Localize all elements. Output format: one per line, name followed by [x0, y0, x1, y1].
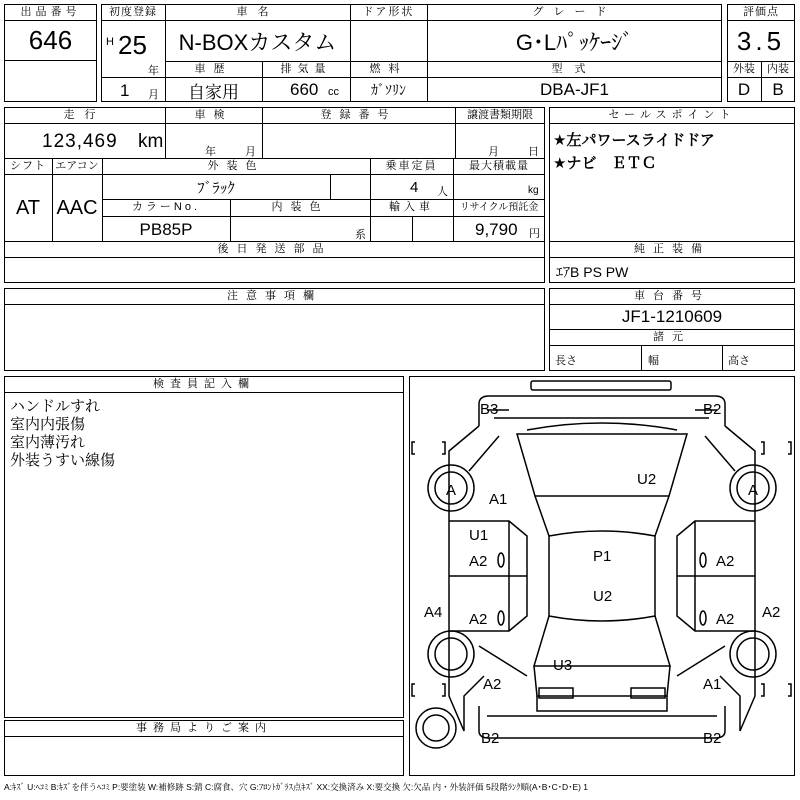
mark-a2-right-side: A2: [762, 604, 781, 621]
car-diagram: [409, 376, 795, 776]
shift-label: シフト: [10, 160, 46, 172]
door-value: [350, 21, 427, 61]
max-load-unit: kg: [528, 185, 539, 196]
office-label: 事務局よりご案内: [136, 722, 272, 734]
inspection-label: 車検: [194, 109, 233, 121]
transfer-day-unit: 日: [528, 146, 539, 158]
recycle-label: リサイクル預託金: [459, 202, 539, 213]
year-unit: 年: [148, 65, 159, 77]
interior-label: 内装: [767, 63, 789, 75]
mark-b2-front: B2: [703, 401, 722, 418]
front-body-outline: [479, 396, 725, 426]
mark-a2-left-rear: A2: [469, 611, 488, 628]
era-letter: H: [106, 36, 114, 48]
chassis-label: 車台番号: [634, 290, 710, 302]
month-unit: 月: [148, 89, 159, 101]
reg-no-value: [262, 124, 455, 158]
ext-color-value: ﾌﾞﾗｯｸ: [197, 179, 235, 197]
int-color-label: 内装色: [271, 201, 329, 213]
shift-value: AT: [15, 197, 41, 219]
inspector-note-2: 室内内張傷: [10, 416, 86, 433]
ac-label: エアコン: [55, 160, 99, 172]
later-parts-label: 後日発送部品: [217, 243, 332, 255]
displacement-unit: cc: [328, 86, 339, 98]
mark-a1-front: A1: [489, 491, 508, 508]
inspection-month-unit: 月: [245, 146, 256, 158]
inspector-note-1: ハンドルすれ: [10, 398, 101, 415]
genuine-value: ｴｱB PS PW: [556, 264, 629, 280]
dims-label: 諸元: [653, 331, 691, 343]
exterior-grade: D: [737, 80, 751, 99]
windshield-outline: [517, 434, 687, 496]
car-name: N-BOXカスタム: [178, 29, 337, 55]
grade-value: G･Lﾊﾟｯｹｰｼﾞ: [515, 29, 634, 55]
reg-month: 1: [120, 81, 130, 100]
transfer-month-unit: 月: [488, 146, 499, 158]
mark-a-left-wheel: A: [446, 482, 457, 499]
mark-a2-left-front: A2: [469, 553, 488, 570]
lot-number: 646: [28, 25, 73, 55]
mark-a4: A4: [424, 604, 443, 621]
import-label: 輸入車: [389, 201, 434, 213]
max-load-label: 最大積載量: [469, 160, 529, 172]
ac-value: AAC: [56, 197, 98, 219]
color-no-label: カラーNo.: [131, 201, 201, 213]
mileage-unit: km: [138, 131, 164, 152]
fuel-label: 燃料: [369, 63, 408, 75]
genuine-label: 純正装備: [634, 243, 710, 255]
mark-b2-rear-right: B2: [703, 730, 722, 747]
inspector-label: 検査員記入欄: [153, 378, 255, 390]
history-value: 自家用: [188, 82, 239, 102]
roof-outline: [549, 531, 655, 621]
mark-a2-right-front: A2: [716, 553, 735, 570]
chassis-number: JF1-1210609: [621, 307, 723, 326]
height-label: 高さ: [728, 355, 750, 367]
mark-b2-rear-left: B2: [481, 730, 500, 747]
sales-point-1: ★左パワースライドドア: [553, 132, 715, 149]
mark-u2-hood: U2: [637, 471, 657, 488]
mark-a1-rear: A1: [703, 676, 722, 693]
history-label: 車歴: [194, 63, 233, 75]
first-reg-label: 初度登録: [109, 6, 157, 18]
color-no-value: PB85P: [139, 219, 193, 239]
mark-p1: P1: [593, 548, 612, 565]
door-label: ドア形状: [362, 6, 415, 18]
mark-a-right-wheel: A: [748, 482, 759, 499]
reg-no-label: 登録番号: [320, 109, 397, 121]
inspector-note-4: 外装うすい線傷: [10, 452, 116, 469]
inspection-year-unit: 年: [205, 146, 216, 158]
sales-points-label: セールスポイント: [608, 109, 736, 121]
lot-label: 出品番号: [20, 6, 81, 18]
mark-u2-roof: U2: [593, 588, 613, 605]
spare-wheel: [416, 708, 456, 748]
int-color-unit: 系: [355, 229, 366, 241]
capacity-label: 乗車定員: [385, 160, 438, 172]
transfer-label: 譲渡書類期限: [467, 109, 533, 121]
sales-point-2: ★ナビ ＥＴＣ: [553, 155, 657, 172]
width-label: 幅: [648, 355, 659, 367]
recycle-unit: 円: [529, 228, 540, 240]
mark-u3: U3: [553, 657, 573, 674]
mark-b3: B3: [480, 401, 499, 418]
grade-label: グレード: [532, 6, 617, 18]
inspector-note-3: 室内薄汚れ: [10, 434, 86, 451]
mileage-value: 123,469: [42, 131, 118, 152]
mark-u1: U1: [469, 527, 489, 544]
recycle-value: 9,790: [475, 220, 518, 239]
front-bumper-outline: [531, 381, 671, 390]
score-label: 評価点: [743, 6, 779, 18]
mileage-label: 走行: [63, 109, 106, 121]
mark-a2-rear-left: A2: [483, 676, 502, 693]
capacity-value: 4: [410, 179, 419, 196]
fuel-value: ｶﾞｿﾘﾝ: [371, 82, 406, 98]
reg-year: 25: [118, 30, 147, 60]
model-value: DBA-JF1: [540, 80, 609, 99]
score-value: 3.5: [736, 25, 786, 56]
displacement-label: 排気量: [280, 63, 332, 75]
sales-points-box: [549, 107, 795, 242]
length-label: 長さ: [555, 355, 577, 367]
interior-grade: B: [772, 80, 784, 99]
legend: A:ｷｽﾞ U:ﾍｺﾐ B:ｷｽﾞを伴うﾍｺﾐ P:要塗装 W:補修跡 S:錆 C:腐食、穴 G:ﾌﾛﾝﾄｶﾞﾗｽ点ｷｽﾞ XX:交換済み X:要交換 欠:欠品 内・外装評価 5段階ﾗﾝｸ順(A･B･C･D･E) 1: [4, 782, 589, 792]
capacity-unit: 人: [437, 186, 448, 198]
exterior-label: 外装: [733, 63, 755, 75]
mark-a2-right-rear: A2: [716, 611, 735, 628]
displacement-value: 660: [290, 80, 319, 99]
model-label: 型式: [551, 63, 598, 75]
ext-color-label: 外装色: [207, 160, 265, 172]
car-name-label: 車名: [236, 6, 279, 18]
notes-label: 注意事項欄: [227, 290, 322, 302]
